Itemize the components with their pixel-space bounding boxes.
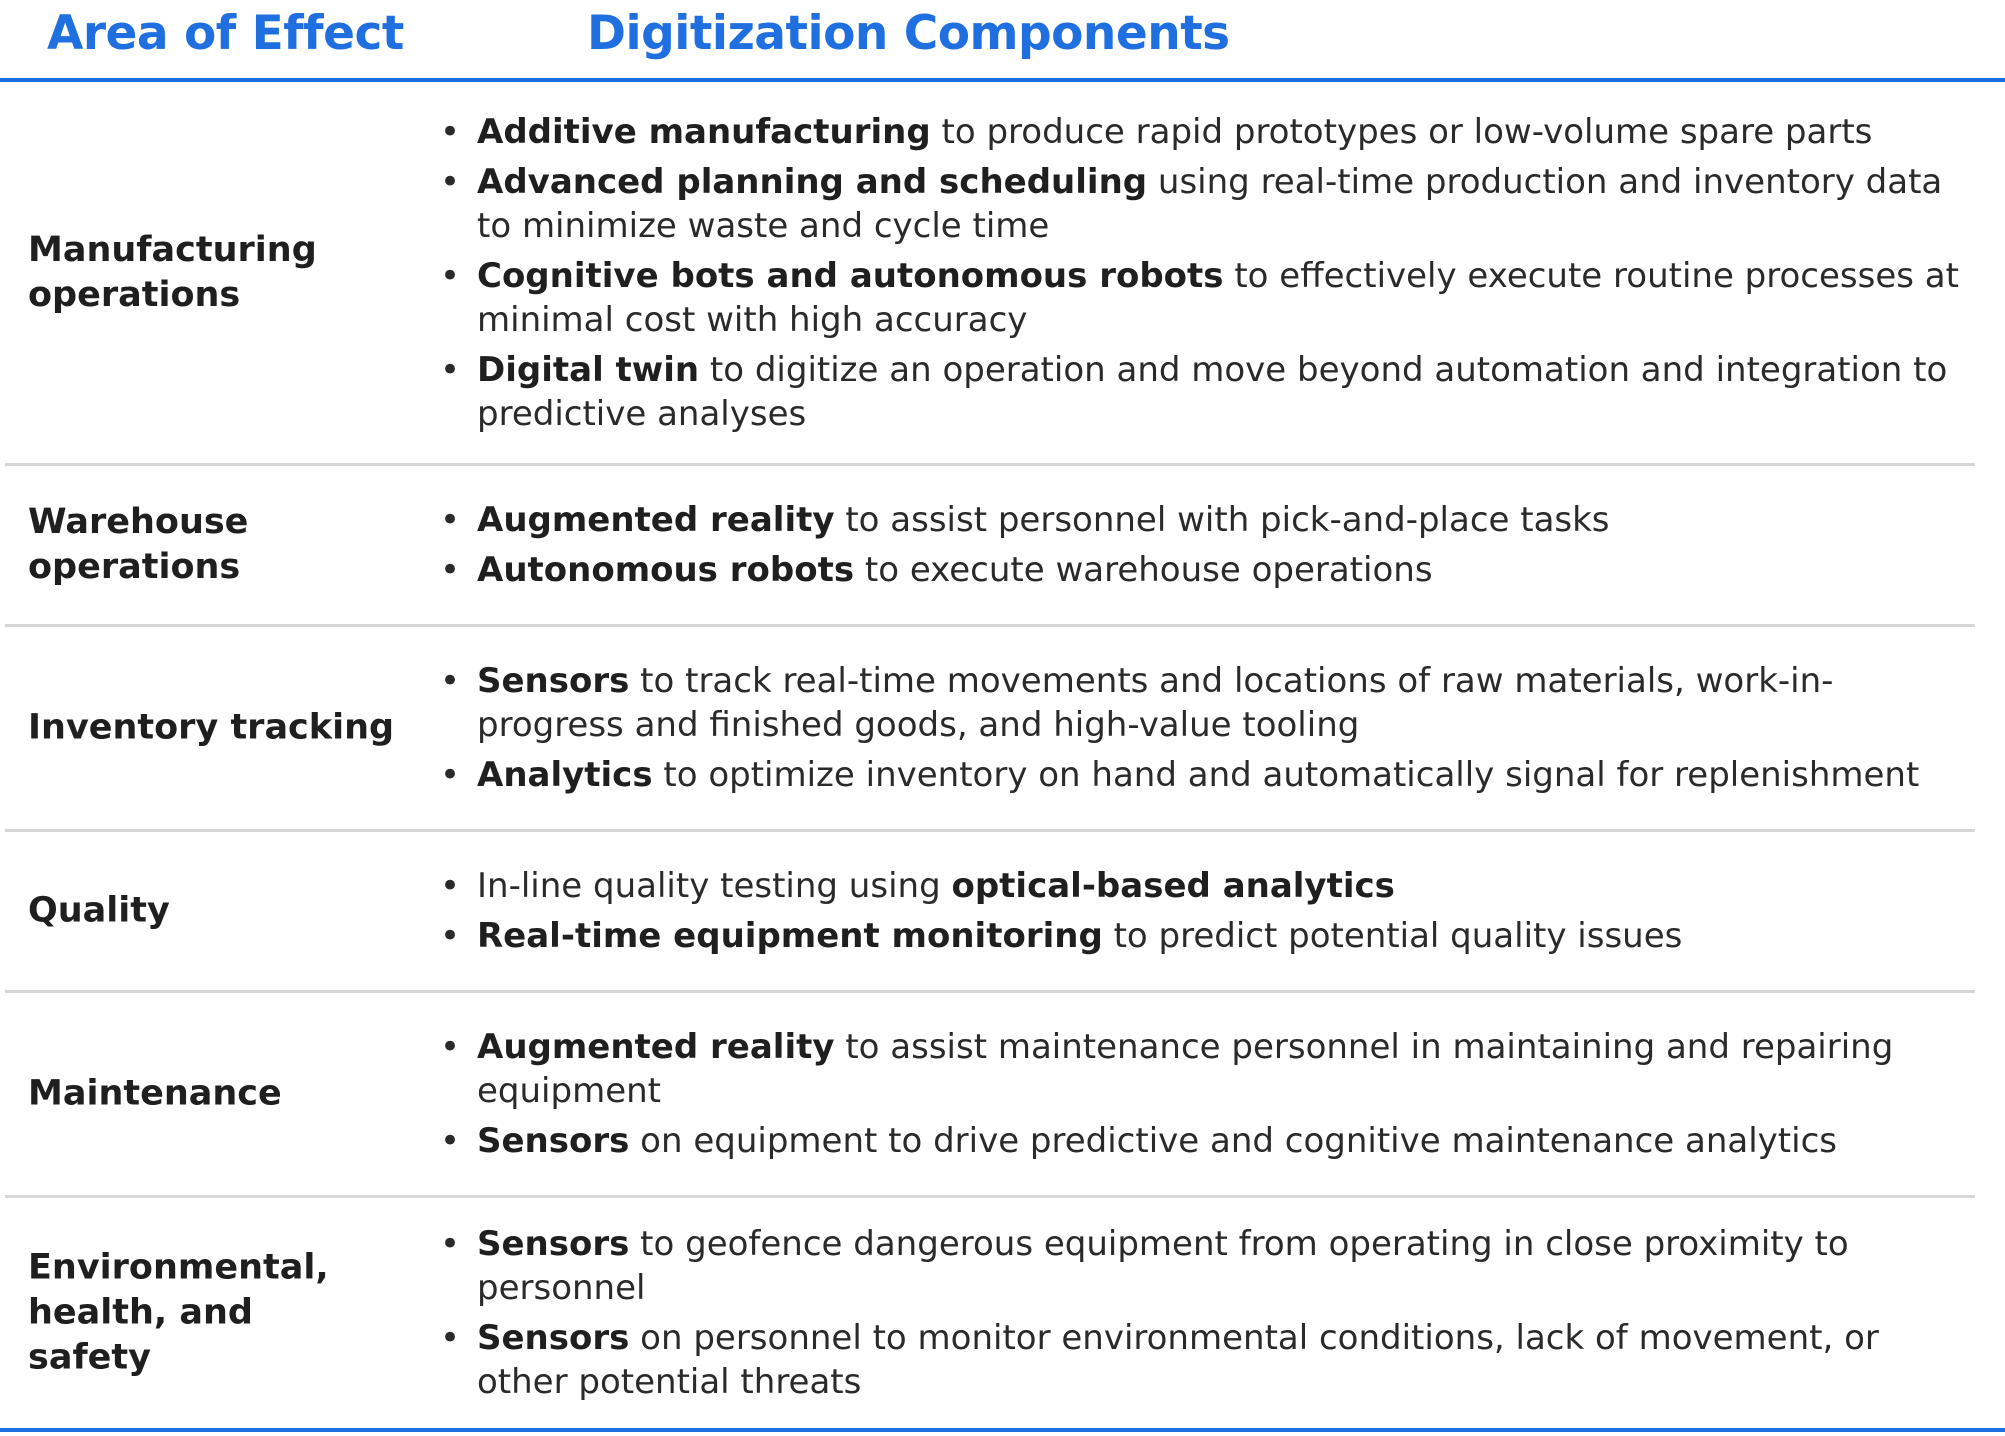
list-item: [0, 1316, 2005, 1404]
item-bold: Augmented reality: [477, 1027, 835, 1067]
header-digitization-components: Digitization Components: [587, 6, 1230, 61]
item-bold: Sensors: [477, 1224, 630, 1264]
list-item: [0, 254, 2005, 342]
list-item: [0, 1222, 2005, 1310]
component-list: [0, 864, 2005, 958]
item-rest: to execute warehouse operations: [854, 550, 1433, 590]
component-list: [0, 659, 2005, 797]
bullet-icon: •: [440, 112, 461, 152]
table-row-warehouse: [0, 466, 2005, 624]
list-item: [0, 914, 2005, 958]
bullet-icon: •: [440, 1121, 461, 1161]
item-bold: Sensors: [477, 661, 630, 701]
list-item: [0, 1025, 2005, 1113]
item-bold: Advanced planning and scheduling: [477, 162, 1148, 202]
item-bold: Cognitive bots and autonomous robots: [477, 256, 1224, 296]
bullet-icon: •: [440, 350, 461, 390]
footer-divider: [0, 1428, 2005, 1432]
item-rest: to optimize inventory on hand and automatically signal for replenishment: [652, 755, 1920, 795]
item-pre: In-line quality testing using: [477, 866, 952, 906]
list-item: [0, 110, 2005, 154]
component-list: [0, 498, 2005, 592]
bullet-icon: •: [440, 1027, 461, 1067]
item-rest: to assist personnel with pick-and-place tasks: [834, 500, 1610, 540]
area-label: Manufacturing operations: [28, 230, 317, 315]
item-rest: using real-time production and inventory data to minimize waste and cycle time: [477, 162, 1943, 246]
item-rest: to produce rapid prototypes or low-volume spare parts: [930, 112, 1873, 152]
bullet-icon: •: [440, 500, 461, 540]
item-bold: optical-based analytics: [951, 866, 1395, 906]
item-rest: to geofence dangerous equipment from operating in close proximity to personnel: [477, 1224, 1849, 1308]
item-bold: Autonomous robots: [477, 550, 855, 590]
header-area-of-effect: Area of Effect: [47, 6, 404, 61]
list-item: [0, 548, 2005, 592]
table-row-inventory: [0, 627, 2005, 829]
item-rest: to track real-time movements and locations of raw materials, work-in-progress and finished goods, and high-value tooling: [477, 661, 1834, 745]
list-item: [0, 753, 2005, 797]
item-bold: Real-time equipment monitoring: [477, 916, 1103, 956]
bullet-icon: •: [440, 661, 461, 701]
table-row-maintenance: [0, 993, 2005, 1195]
item-rest: to effectively execute routine processes at minimal cost with high accuracy: [477, 256, 1959, 340]
list-item: [0, 160, 2005, 248]
item-bold: Digital twin: [477, 350, 700, 390]
component-list: [0, 1222, 2005, 1404]
area-label: Environmental, health, and safety: [28, 1247, 329, 1378]
bullet-icon: •: [440, 550, 461, 590]
item-rest: to digitize an operation and move beyond automation and integration to predictive analyses: [477, 350, 1948, 434]
item-rest: to predict potential quality issues: [1102, 916, 1683, 956]
area-label: Quality: [28, 890, 170, 931]
list-item: [0, 498, 2005, 542]
list-item: [0, 348, 2005, 436]
list-item: [0, 659, 2005, 747]
table-row-manufacturing: [0, 82, 2005, 464]
bullet-icon: •: [440, 1318, 461, 1358]
component-list: [0, 1025, 2005, 1163]
item-bold: Analytics: [477, 755, 653, 795]
bullet-icon: •: [440, 1224, 461, 1264]
table-row-ehs: [0, 1198, 2005, 1428]
component-list: [0, 110, 2005, 436]
table-row-quality: [0, 832, 2005, 990]
item-rest: on equipment to drive predictive and cognitive maintenance analytics: [629, 1121, 1837, 1161]
bullet-icon: •: [440, 256, 461, 296]
bullet-icon: •: [440, 755, 461, 795]
list-item: [0, 1119, 2005, 1163]
area-label: Inventory tracking: [28, 707, 395, 748]
item-rest: to assist maintenance personnel in maintaining and repairing equipment: [477, 1027, 1894, 1111]
area-label: Maintenance: [28, 1073, 282, 1114]
bullet-icon: •: [440, 162, 461, 202]
item-bold: Sensors: [477, 1121, 630, 1161]
item-bold: Additive manufacturing: [477, 112, 931, 152]
item-bold: Augmented reality: [477, 500, 835, 540]
bullet-icon: •: [440, 916, 461, 956]
item-rest: on personnel to monitor environmental conditions, lack of movement, or other potential threats: [477, 1318, 1879, 1402]
list-item: [0, 864, 2005, 908]
item-bold: Sensors: [477, 1318, 630, 1358]
bullet-icon: •: [440, 866, 461, 906]
area-label: Warehouse operations: [28, 502, 249, 587]
